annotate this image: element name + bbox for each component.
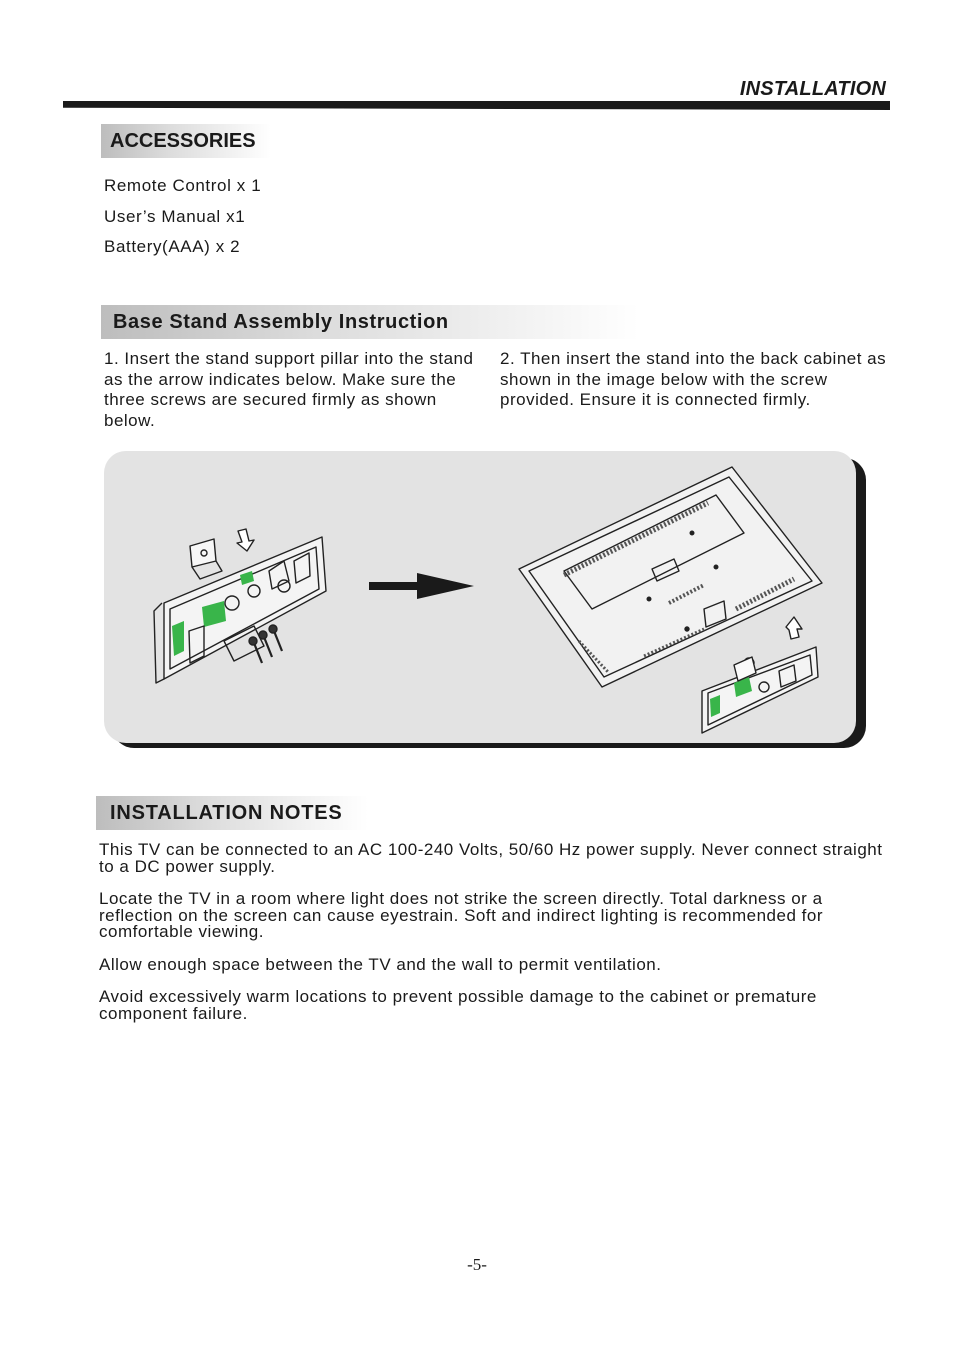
stand-base-illustration	[154, 537, 326, 683]
tv-stand-illustration	[702, 647, 818, 733]
assembly-step-2: 2. Then insert the stand into the back cabinet as shown in the image below with the screw provided. Ensure it is connected firmly.	[500, 349, 887, 409]
accessories-heading-band	[101, 124, 271, 158]
note-paragraph: Locate the TV in a room where light does not strike the screen directly. Total darkness or a reflection on the screen can cause eyestrain. Soft and indirect lighting is recommended for comfortable viewing.	[99, 889, 823, 941]
down-arrow-icon	[237, 529, 254, 551]
page-number: -5-	[467, 1255, 487, 1274]
assembly-heading-band	[101, 305, 639, 339]
accessories-list	[104, 176, 261, 268]
accessory-item: Battery(AAA) x 2	[104, 237, 241, 256]
tv-back-illustration	[519, 467, 822, 687]
header-rule	[63, 101, 890, 110]
note-paragraph: This TV can be connected to an AC 100-240 Volts, 50/60 Hz power supply. Never connect straight to a DC power supply.	[99, 840, 883, 876]
up-arrow-icon	[786, 617, 802, 639]
accessory-item: User’s Manual x1	[104, 206, 246, 226]
assembly-step-1: 1. Insert the stand support pillar into the stand as the arrow indicates below. Make sure the three screws are secured firmly as shown below.	[104, 349, 474, 430]
notes-heading-band	[96, 796, 368, 830]
step-arrow-icon	[369, 573, 474, 599]
note-paragraph: Avoid excessively warm locations to prevent possible damage to the cabinet or premature component failure.	[99, 987, 817, 1023]
accessory-item: Remote Control x 1	[104, 176, 262, 195]
assembly-illustration	[104, 451, 856, 743]
accessories-heading: ACCESSORIES	[110, 130, 256, 152]
note-paragraph: Allow enough space between the TV and the wall to permit ventilation.	[99, 954, 662, 974]
installation-notes	[99, 842, 899, 1038]
section-title: INSTALLATION	[739, 78, 886, 100]
assembly-heading: Base Stand Assembly Instruction	[113, 311, 449, 333]
stand-pillar-illustration	[190, 539, 222, 579]
notes-heading: INSTALLATION NOTES	[110, 802, 343, 824]
